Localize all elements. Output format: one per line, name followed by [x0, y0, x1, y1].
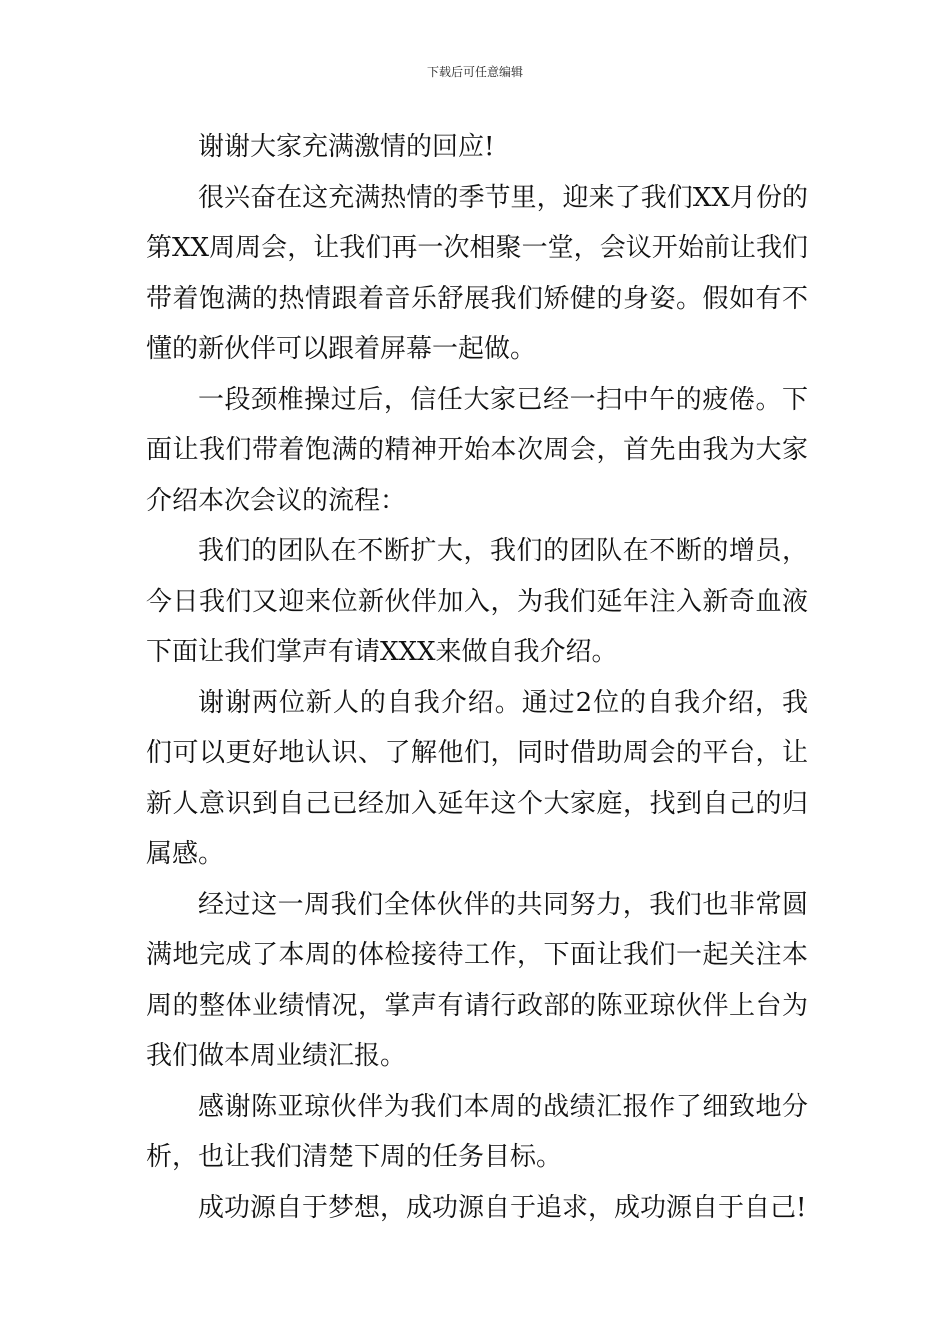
paragraph-7: 感谢陈亚琼伙伴为我们本周的战绩汇报作了细致地分析，也让我们清楚下周的任务目标。 — [146, 1091, 808, 1172]
document-body — [146, 122, 808, 1233]
page-header-note: 下载后可任意编辑 — [426, 65, 523, 79]
paragraph-5: 谢谢两位新人的自我介绍。通过2位的自我介绍，我们可以更好地认识、了解他们，同时借助周会的平台，让新人意识到自己已经加入延年这个大家庭，找到自己的归属感。 — [146, 687, 808, 869]
paragraph-3: 一段颈椎操过后，信任大家已经一扫中午的疲倦。下面让我们带着饱满的精神开始本次周会，首先由我为大家介绍本次会议的流程： — [146, 384, 808, 516]
paragraph-8: 成功源自于梦想，成功源自于追求，成功源自于自己! — [198, 1192, 807, 1223]
paragraph-2: 很兴奋在这充满热情的季节里，迎来了我们XX月份的第XX周周会，让我们再一次相聚一堂，会议开始前让我们带着饱满的热情跟着音乐舒展我们矫健的身姿。假如有不懂的新伙伴可以跟着屏幕一起做。 — [146, 182, 808, 364]
paragraph-4: 我们的团队在不断扩大，我们的团队在不断的增员，今日我们又迎来位新伙伴加入，为我们延年注入新奇血液下面让我们掌声有请XXX来做自我介绍。 — [146, 536, 808, 667]
paragraph-6: 经过这一周我们全体伙伴的共同努力，我们也非常圆满地完成了本周的体检接待工作，下面让我们一起关注本周的整体业绩情况，掌声有请行政部的陈亚琼伙伴上台为我们做本周业绩汇报。 — [146, 889, 808, 1071]
paragraph-1: 谢谢大家充满激情的回应! — [198, 132, 495, 162]
